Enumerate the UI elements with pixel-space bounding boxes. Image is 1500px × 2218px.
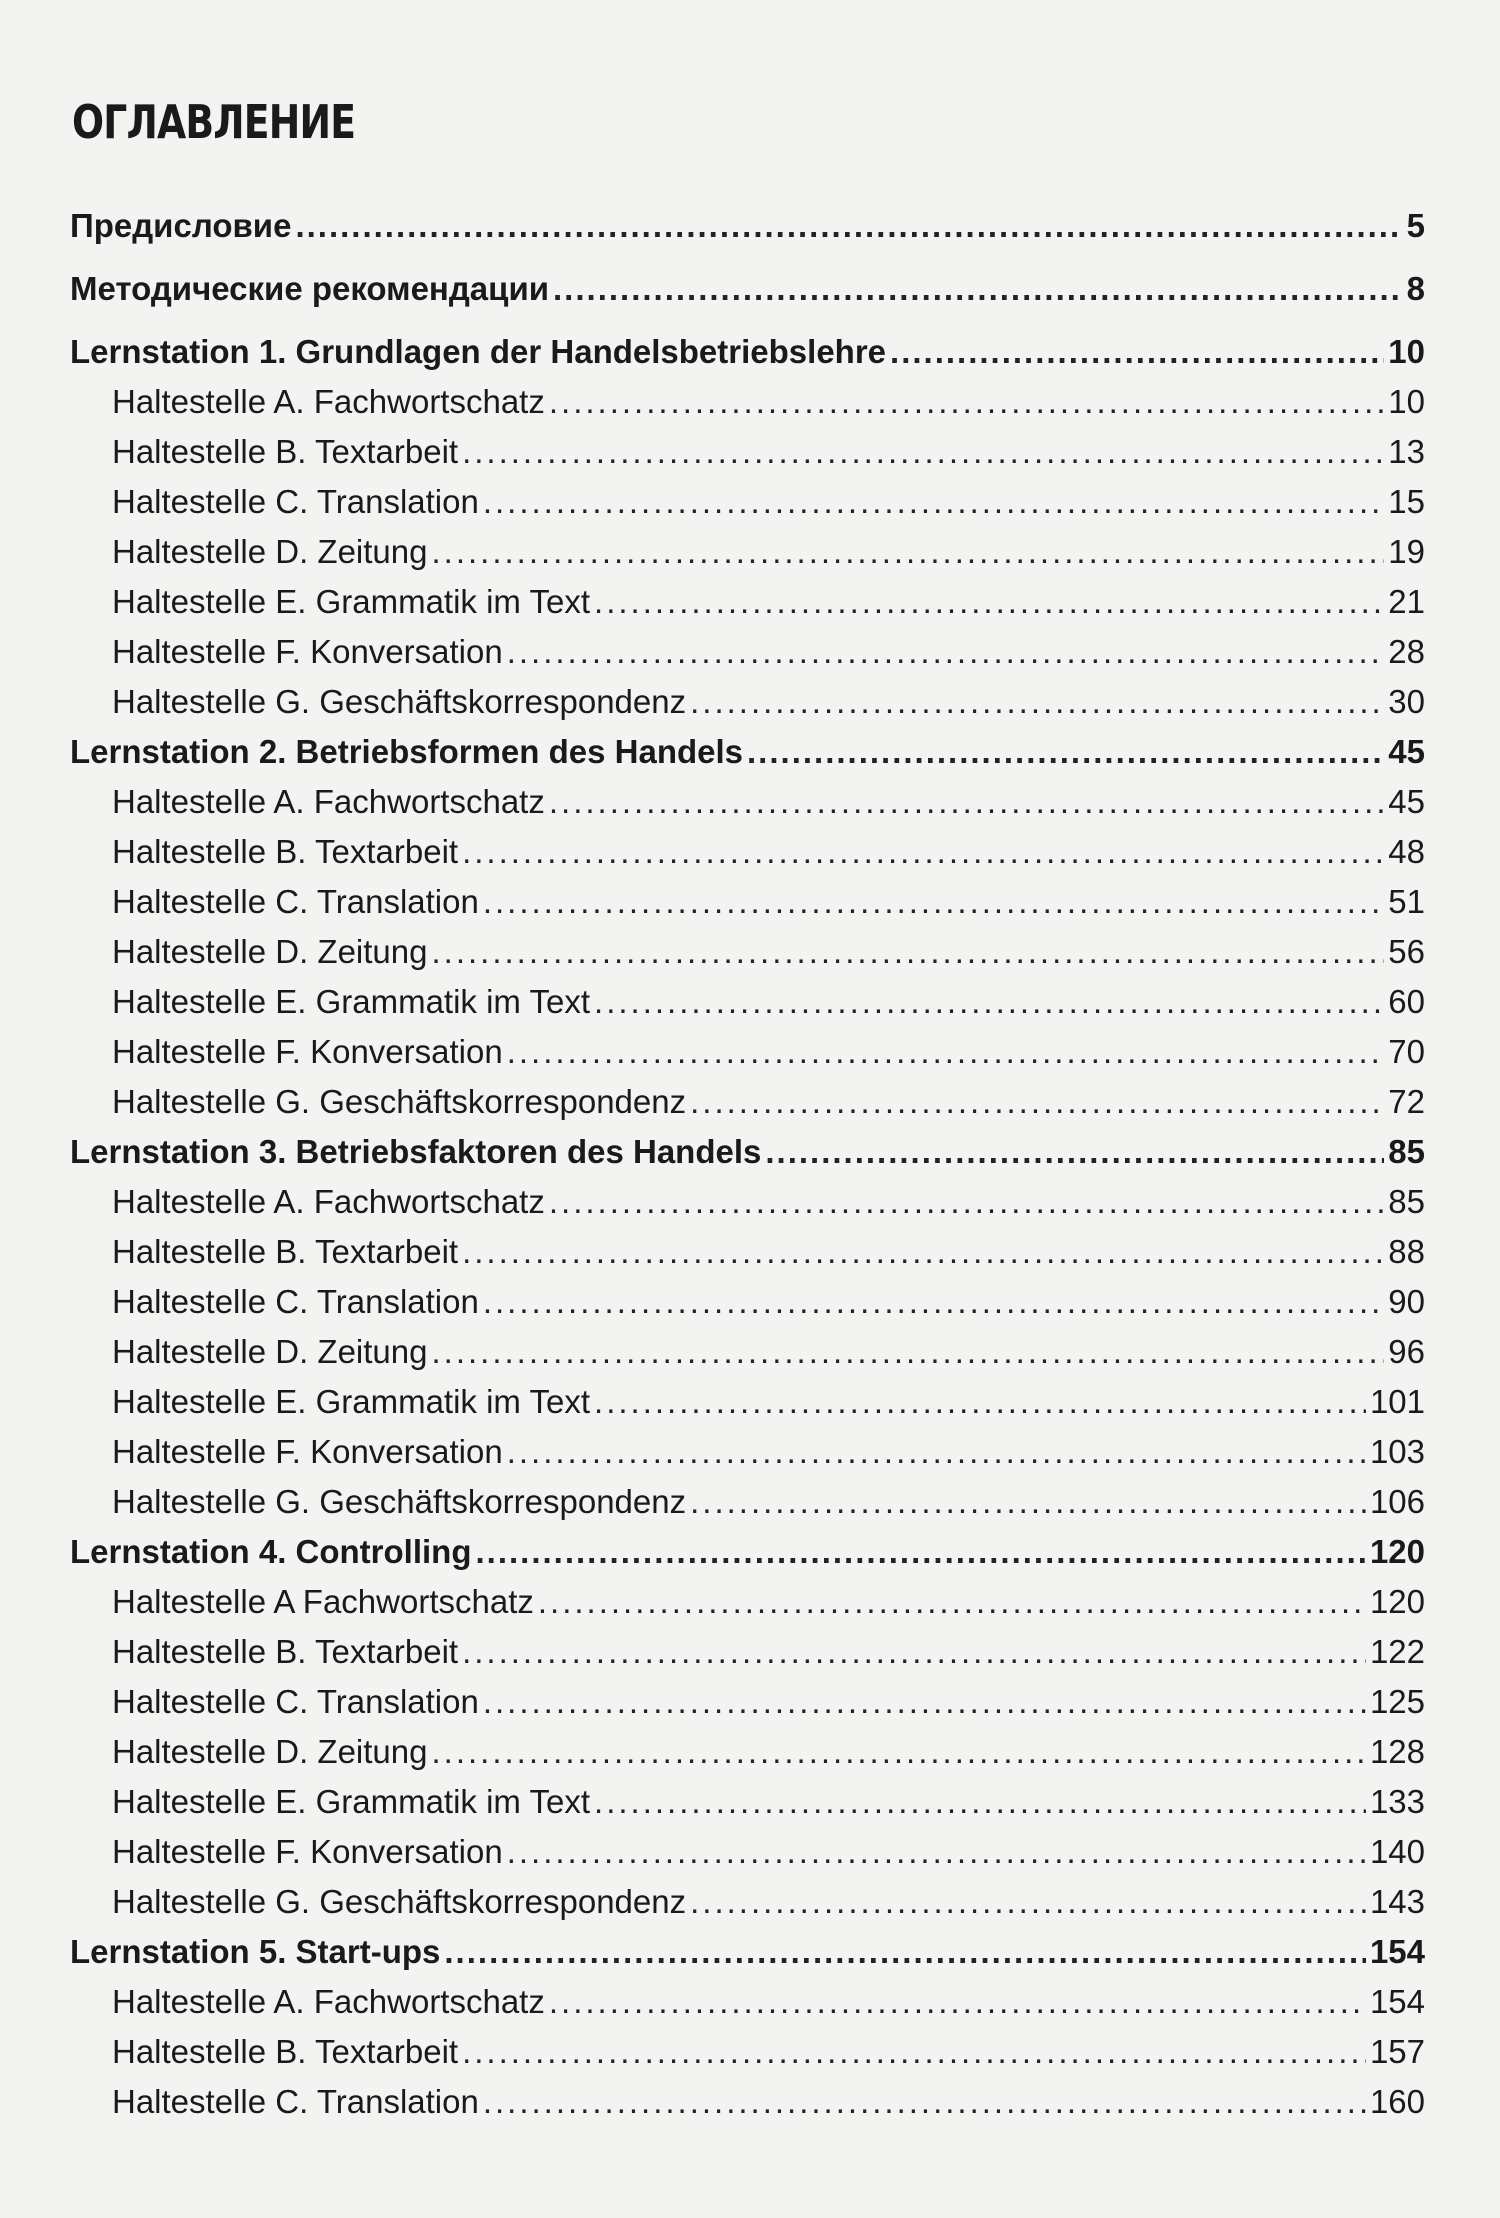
toc-chapter-label: Lernstation 4. Controlling <box>70 1533 472 1570</box>
toc-section[interactable] <box>70 1827 1425 1877</box>
toc-section-page: 140 <box>1369 1833 1425 1870</box>
toc-section[interactable] <box>70 577 1425 627</box>
toc-section-label: Haltestelle D. Zeitung <box>112 933 428 970</box>
toc-section-page: 157 <box>1369 2033 1425 2070</box>
toc-section-label: Haltestelle B. Textarbeit <box>112 1633 459 1670</box>
toc-section-page: 51 <box>1388 883 1425 920</box>
toc-section[interactable] <box>70 1977 1425 2027</box>
toc-section[interactable] <box>70 477 1425 527</box>
toc-section-page: 103 <box>1369 1433 1425 1470</box>
dot-leader <box>462 1627 1366 1677</box>
toc-page <box>70 95 1425 2127</box>
toc-section-label: Haltestelle A. Fachwortschatz <box>112 1183 545 1220</box>
toc-section[interactable] <box>70 527 1425 577</box>
toc-section-label: Haltestelle E. Grammatik im Text <box>112 1383 591 1420</box>
toc-section[interactable] <box>70 1477 1425 1527</box>
toc-section-label: Haltestelle C. Translation <box>112 1683 479 1720</box>
dot-leader <box>431 527 1384 577</box>
toc-section[interactable] <box>70 1227 1425 1277</box>
toc-section[interactable] <box>70 1377 1425 1427</box>
toc-section-label: Haltestelle B. Textarbeit <box>112 433 459 470</box>
toc-chapter-page: 45 <box>1388 733 1425 770</box>
table-of-contents <box>70 201 1425 2127</box>
toc-section-label: Haltestelle G. Geschäftskorrespondenz <box>112 1483 687 1520</box>
dot-leader <box>549 1977 1366 2027</box>
toc-section-label: Haltestelle F. Konversation <box>112 1433 503 1470</box>
dot-leader <box>483 877 1384 927</box>
toc-chapter-5[interactable] <box>70 1927 1425 1977</box>
dot-leader <box>549 777 1384 827</box>
toc-section[interactable] <box>70 2077 1425 2127</box>
toc-section[interactable] <box>70 1677 1425 1727</box>
toc-section-page: 10 <box>1388 383 1425 420</box>
dot-leader <box>690 1877 1366 1927</box>
dot-leader <box>553 264 1403 314</box>
dot-leader <box>295 201 1402 251</box>
toc-section-page: 143 <box>1369 1883 1425 1920</box>
toc-section-label: Haltestelle G. Geschäftskorrespondenz <box>112 1883 687 1920</box>
spacer <box>70 314 1425 327</box>
dot-leader <box>462 2027 1366 2077</box>
dot-leader <box>747 727 1384 777</box>
dot-leader <box>690 1477 1366 1527</box>
toc-chapter-2[interactable] <box>70 727 1425 777</box>
toc-section-label: Haltestelle A. Fachwortschatz <box>112 1983 545 2020</box>
dot-leader <box>690 677 1384 727</box>
toc-section-label: Haltestelle F. Konversation <box>112 1833 503 1870</box>
dot-leader <box>594 977 1384 1027</box>
toc-section-page: 120 <box>1369 1583 1425 1620</box>
toc-section-page: 19 <box>1388 533 1425 570</box>
toc-section-label: Haltestelle F. Konversation <box>112 1033 503 1070</box>
toc-section-label: Haltestelle B. Textarbeit <box>112 833 459 870</box>
toc-chapter-label: Lernstation 2. Betriebsformen des Handels <box>70 733 744 770</box>
toc-section-label: Haltestelle G. Geschäftskorrespondenz <box>112 683 687 720</box>
toc-section-page: 15 <box>1388 483 1425 520</box>
toc-section[interactable] <box>70 827 1425 877</box>
dot-leader <box>483 1277 1384 1327</box>
toc-section-label: Haltestelle C. Translation <box>112 883 479 920</box>
dot-leader <box>431 927 1384 977</box>
toc-section[interactable] <box>70 1777 1425 1827</box>
spacer <box>70 251 1425 264</box>
dot-leader <box>507 1427 1366 1477</box>
toc-chapter-4[interactable] <box>70 1527 1425 1577</box>
toc-section[interactable] <box>70 1177 1425 1227</box>
toc-section[interactable] <box>70 877 1425 927</box>
dot-leader <box>444 1927 1366 1977</box>
toc-section-page: 101 <box>1369 1383 1425 1420</box>
dot-leader <box>890 327 1384 377</box>
toc-section[interactable] <box>70 427 1425 477</box>
toc-section-label: Haltestelle F. Konversation <box>112 633 503 670</box>
toc-section-label: Haltestelle C. Translation <box>112 2083 479 2120</box>
dot-leader <box>431 1727 1365 1777</box>
toc-entry-page: 5 <box>1406 207 1425 244</box>
dot-leader <box>690 1077 1384 1127</box>
toc-section[interactable] <box>70 977 1425 1027</box>
toc-section-label: Haltestelle B. Textarbeit <box>112 2033 459 2070</box>
dot-leader <box>483 1677 1366 1727</box>
toc-section-page: 85 <box>1388 1183 1425 1220</box>
toc-entry-label: Методические рекомендации <box>70 270 550 307</box>
toc-entry-methods[interactable] <box>70 264 1425 314</box>
toc-section[interactable] <box>70 1327 1425 1377</box>
dot-leader <box>765 1127 1384 1177</box>
dot-leader <box>507 627 1385 677</box>
toc-section-label: Haltestelle A. Fachwortschatz <box>112 783 545 820</box>
toc-section-label: Haltestelle C. Translation <box>112 483 479 520</box>
toc-section-label: Haltestelle C. Translation <box>112 1283 479 1320</box>
dot-leader <box>483 477 1384 527</box>
toc-section[interactable] <box>70 1277 1425 1327</box>
toc-section-page: 154 <box>1369 1983 1425 2020</box>
toc-section-page: 30 <box>1388 683 1425 720</box>
toc-section-page: 160 <box>1369 2083 1425 2120</box>
toc-section-page: 28 <box>1388 633 1425 670</box>
toc-chapter-label: Lernstation 1. Grundlagen der Handelsbetriebslehre <box>70 333 887 370</box>
toc-section[interactable] <box>70 1427 1425 1477</box>
toc-section[interactable] <box>70 1027 1425 1077</box>
dot-leader <box>507 1027 1385 1077</box>
toc-chapter-label: Lernstation 5. Start-ups <box>70 1933 441 1970</box>
toc-entry-preface[interactable] <box>70 201 1425 251</box>
toc-section-label: Haltestelle E. Grammatik im Text <box>112 583 591 620</box>
toc-section[interactable] <box>70 1577 1425 1627</box>
dot-leader <box>462 827 1384 877</box>
toc-section-label: Haltestelle D. Zeitung <box>112 1733 428 1770</box>
toc-section-page: 72 <box>1388 1083 1425 1120</box>
toc-section-page: 133 <box>1369 1783 1425 1820</box>
toc-chapter-page: 120 <box>1369 1533 1425 1570</box>
toc-section-page: 122 <box>1369 1633 1425 1670</box>
dot-leader <box>538 1577 1366 1627</box>
toc-section-page: 90 <box>1388 1283 1425 1320</box>
toc-section-page: 45 <box>1388 783 1425 820</box>
toc-chapter-page: 85 <box>1388 1133 1425 1170</box>
page-title: ОГЛАВЛЕНИЕ <box>72 95 356 149</box>
dot-leader <box>549 1177 1384 1227</box>
toc-section-page: 48 <box>1388 833 1425 870</box>
toc-section-label: Haltestelle A. Fachwortschatz <box>112 383 545 420</box>
dot-leader <box>507 1827 1366 1877</box>
toc-section-label: Haltestelle B. Textarbeit <box>112 1233 459 1270</box>
dot-leader <box>594 1777 1366 1827</box>
toc-section-page: 60 <box>1388 983 1425 1020</box>
toc-section[interactable] <box>70 1727 1425 1777</box>
toc-chapter-page: 10 <box>1388 333 1425 370</box>
dot-leader <box>594 1377 1366 1427</box>
toc-section-label: Haltestelle E. Grammatik im Text <box>112 1783 591 1820</box>
toc-section[interactable] <box>70 677 1425 727</box>
toc-section[interactable] <box>70 1627 1425 1677</box>
toc-section-label: Haltestelle E. Grammatik im Text <box>112 983 591 1020</box>
toc-entry-page: 8 <box>1406 270 1425 307</box>
dot-leader <box>462 427 1384 477</box>
dot-leader <box>476 1527 1366 1577</box>
toc-section[interactable] <box>70 2027 1425 2077</box>
toc-section[interactable] <box>70 627 1425 677</box>
toc-section[interactable] <box>70 1877 1425 1927</box>
toc-section-page: 88 <box>1388 1233 1425 1270</box>
toc-section[interactable] <box>70 927 1425 977</box>
toc-chapter-1[interactable] <box>70 327 1425 377</box>
toc-section[interactable] <box>70 377 1425 427</box>
toc-section-page: 70 <box>1388 1033 1425 1070</box>
toc-section-page: 125 <box>1369 1683 1425 1720</box>
toc-section-page: 106 <box>1369 1483 1425 1520</box>
dot-leader <box>462 1227 1384 1277</box>
toc-section-label: Haltestelle A Fachwortschatz <box>112 1583 534 1620</box>
toc-section-label: Haltestelle D. Zeitung <box>112 533 428 570</box>
toc-chapter-page: 154 <box>1369 1933 1425 1970</box>
toc-section[interactable] <box>70 777 1425 827</box>
dot-leader <box>594 577 1384 627</box>
dot-leader <box>483 2077 1366 2127</box>
toc-chapter-3[interactable] <box>70 1127 1425 1177</box>
toc-section-page: 96 <box>1388 1333 1425 1370</box>
toc-section[interactable] <box>70 1077 1425 1127</box>
toc-section-page: 13 <box>1388 433 1425 470</box>
toc-section-page: 56 <box>1388 933 1425 970</box>
toc-section-label: Haltestelle D. Zeitung <box>112 1333 428 1370</box>
toc-entry-label: Предисловие <box>70 207 292 244</box>
toc-section-page: 128 <box>1369 1733 1425 1770</box>
toc-section-label: Haltestelle G. Geschäftskorrespondenz <box>112 1083 687 1120</box>
dot-leader <box>431 1327 1384 1377</box>
toc-chapter-label: Lernstation 3. Betriebsfaktoren des Handels <box>70 1133 762 1170</box>
toc-section-page: 21 <box>1388 583 1425 620</box>
dot-leader <box>549 377 1384 427</box>
